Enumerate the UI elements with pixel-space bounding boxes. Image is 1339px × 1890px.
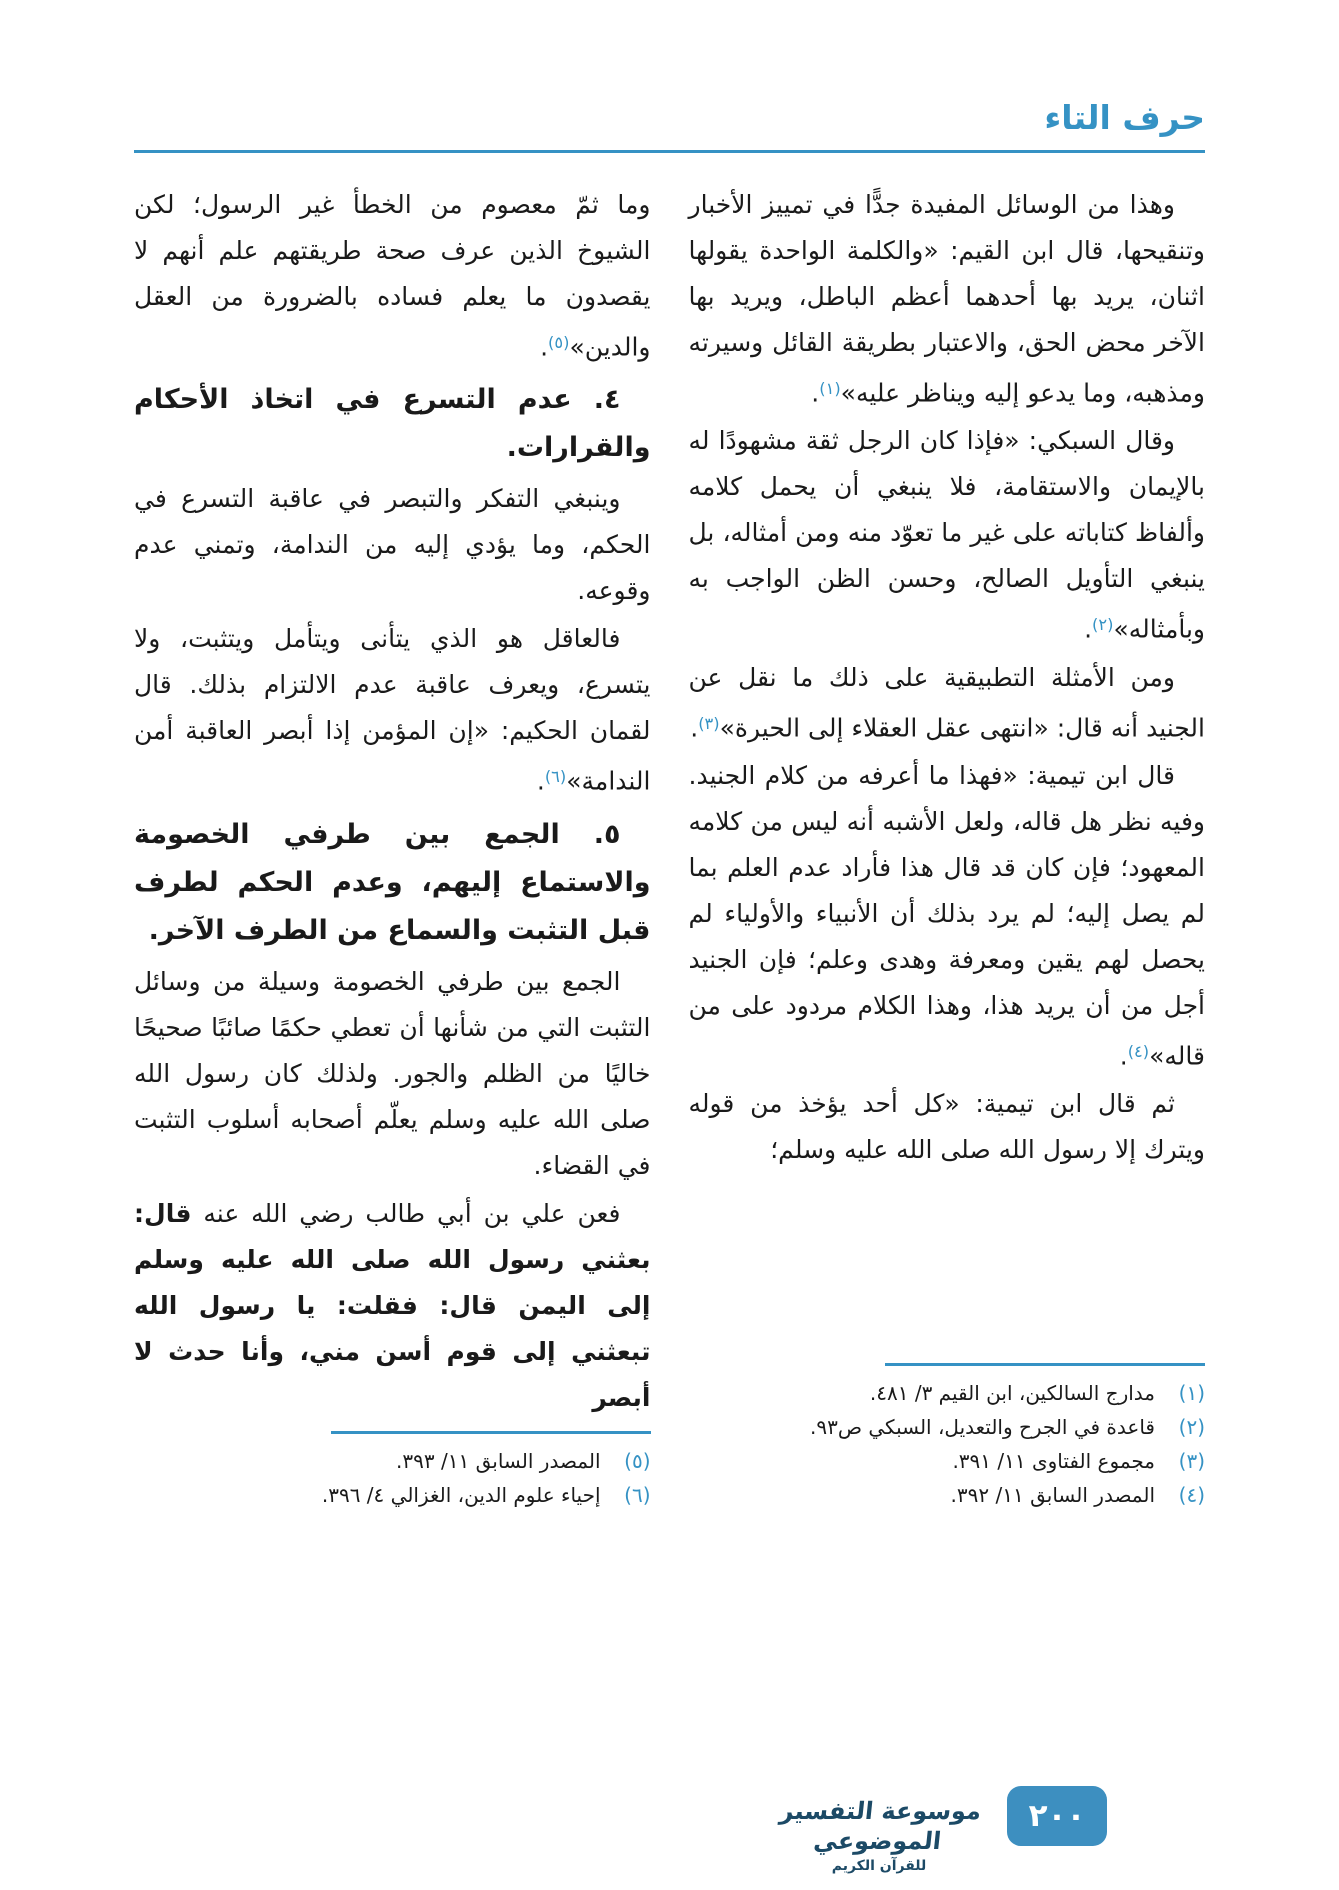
footnote-text: قاعدة في الجرح والتعديل، السبكي ص٩٣. bbox=[809, 1414, 1155, 1439]
footnote-marker: (٥) bbox=[548, 333, 570, 352]
paragraph bbox=[689, 182, 1206, 416]
footnote-number: (٦) bbox=[624, 1482, 651, 1507]
footnote-text: إحياء علوم الدين، الغزالي ٤/ ٣٩٦. bbox=[321, 1482, 601, 1507]
paragraph bbox=[134, 1191, 651, 1421]
footnote-separator bbox=[331, 1431, 651, 1434]
footnote-marker: (١) bbox=[819, 379, 841, 398]
paragraph bbox=[689, 753, 1206, 1079]
chapter-header: حرف التاء bbox=[1044, 98, 1205, 137]
text-segment: الجمع بين طرفي الخصومة وسيلة من وسائل التثبت التي من شأنها أن تعطي حكمًا صائبًا صحيحًا خاليًا من الظلم والجور. ولذلك كان رسول الله صلى الله عليه وسلم يعلّم أصحابه أسلوب التثبت في القضاء. bbox=[134, 966, 651, 1180]
footnote-number: (٢) bbox=[1178, 1414, 1205, 1439]
footnote-number: (٣) bbox=[1178, 1448, 1205, 1473]
paragraph bbox=[134, 476, 651, 614]
footnote bbox=[134, 1444, 651, 1478]
text-segment: وينبغي التفكر والتبصر في عاقبة التسرع في الحكم، وما يؤدي إليه من الندامة، وتمني عدم وقوعه. bbox=[134, 484, 651, 606]
paragraph bbox=[689, 418, 1206, 652]
text-segment: . bbox=[1119, 1041, 1128, 1071]
logo-title: موسوعة التفسير الموضوعي bbox=[778, 1797, 983, 1855]
paragraph bbox=[134, 959, 651, 1189]
text-segment: فعن علي بن أبي طالب رضي الله عنه bbox=[191, 1198, 621, 1228]
footnote-text: مدارج السالكين، ابن القيم ٣/ ٤٨١. bbox=[869, 1380, 1155, 1405]
footnote-text: المصدر السابق ١١/ ٣٩٣. bbox=[396, 1448, 601, 1473]
publisher-logo bbox=[759, 1796, 999, 1874]
paragraph bbox=[689, 1081, 1206, 1173]
page-number-badge: ٢٠٠ bbox=[1007, 1786, 1107, 1846]
text-segment: . bbox=[811, 378, 820, 408]
text-segment: . bbox=[690, 712, 699, 742]
footnote bbox=[689, 1444, 1206, 1478]
text-segment: فالعاقل هو الذي يتأنى ويتأمل ويتثبت، ولا يتسرع، ويعرف عاقبة عدم الالتزام بذلك. قال لقمان الحكيم: «إن المؤمن إذا أبصر العاقبة أمن الندامة» bbox=[134, 624, 651, 796]
footnote-number: (٤) bbox=[1178, 1482, 1205, 1507]
footnotes-section bbox=[689, 1355, 1206, 1512]
column-body bbox=[689, 182, 1206, 1175]
paragraph bbox=[134, 616, 651, 804]
left-column bbox=[134, 182, 651, 1512]
bold-text: قال: بعثني رسول الله صلى الله عليه وسلم إلى اليمن قال: فقلت: يا رسول الله تبعثني إلى قوم أسن مني، وأنا حدث لا أبصر bbox=[134, 1198, 651, 1412]
footnote-marker: (٣) bbox=[698, 713, 720, 733]
footnote-number: (٥) bbox=[624, 1448, 651, 1473]
footnote bbox=[689, 1410, 1206, 1444]
footnote-marker: (٢) bbox=[1092, 615, 1114, 635]
footnote bbox=[134, 1478, 651, 1512]
text-segment: . bbox=[1084, 614, 1093, 644]
paragraph bbox=[689, 655, 1206, 751]
header-rule bbox=[134, 150, 1205, 153]
footnote-marker: (٦) bbox=[544, 767, 567, 787]
paragraph bbox=[134, 182, 651, 370]
footnote-text: مجموع الفتاوى ١١/ ٣٩١. bbox=[952, 1448, 1155, 1473]
text-segment: ومن الأمثلة التطبيقية على ذلك ما نقل عن الجنيد أنه قال: «انتهى عقل العقلاء إلى الحيرة» bbox=[688, 662, 1205, 742]
footnote bbox=[689, 1478, 1206, 1512]
text-columns bbox=[134, 182, 1205, 1512]
text-segment: وهذا من الوسائل المفيدة جدًّا في تمييز الأخبار وتنقيحها، قال ابن القيم: «والكلمة الواحدة يقولها اثنان، يريد بها أحدهما أعظم الباطل، ويريد بها الآخر محض الحق، والاعتبار بطريقة القائل وسيرته ومذهبه، وما يدعو إليه ويناظر عليه» bbox=[688, 190, 1205, 408]
footnote-separator bbox=[885, 1363, 1205, 1366]
text-segment: قال ابن تيمية: «فهذا ما أعرفه من كلام الجنيد. وفيه نظر هل قاله، ولعل الأشبه أنه ليس من كلامه المعهود؛ فإن كان قد قال هذا فأراد عدم العلم بما لم يصل إليه؛ لم يرد بذلك أن الأنبياء والأولياء لم يحصل لهم يقين ومعرفة وهدى وعلم؛ فإن الجنيد أجل من أن يريد هذا، وهذا الكلام مردود على من قاله» bbox=[688, 760, 1205, 1071]
footnote bbox=[689, 1376, 1206, 1410]
footnote-number: (١) bbox=[1178, 1380, 1205, 1405]
right-column bbox=[689, 182, 1206, 1512]
text-segment: وما ثمّ معصوم من الخطأ غير الرسول؛ لكن الشيوخ الذين عرف صحة طريقتهم علم أنهم لا يقصدون ما يعلم فساده بالضرورة من العقل والدين» bbox=[134, 190, 651, 362]
section-heading bbox=[134, 811, 651, 955]
footnote-text: المصدر السابق ١١/ ٣٩٢. bbox=[950, 1482, 1155, 1507]
column-body bbox=[134, 182, 651, 1423]
text-segment: ثم قال ابن تيمية: «كل أحد يؤخذ من قوله ويترك إلا رسول الله صلى الله عليه وسلم؛ bbox=[688, 1089, 1205, 1165]
footnote-marker: (٤) bbox=[1127, 1041, 1150, 1061]
text-segment: ٤. عدم التسرع في اتخاذ الأحكام والقرارات. bbox=[134, 384, 651, 464]
footnotes-section bbox=[134, 1423, 651, 1512]
text-segment: . bbox=[536, 766, 545, 796]
logo-subtitle: للقرآن الكريم bbox=[831, 1858, 927, 1874]
text-segment: ٥. الجمع بين طرفي الخصومة والاستماع إليهم، وعدم الحكم لطرف قبل التثبت والسماع من الطرف الآخر. bbox=[134, 818, 651, 946]
text-segment: . bbox=[540, 332, 549, 362]
text-segment: وقال السبكي: «فإذا كان الرجل ثقة مشهودًا له بالإيمان والاستقامة، فلا ينبغي أن يحمل كلامه وألفاظ كتاباته على غير ما تعوّد منه ومن أمثاله، بل ينبغي التأويل الصالح، وحسن الظن الواجب به وبأمثاله» bbox=[688, 426, 1205, 644]
section-heading bbox=[134, 376, 651, 472]
